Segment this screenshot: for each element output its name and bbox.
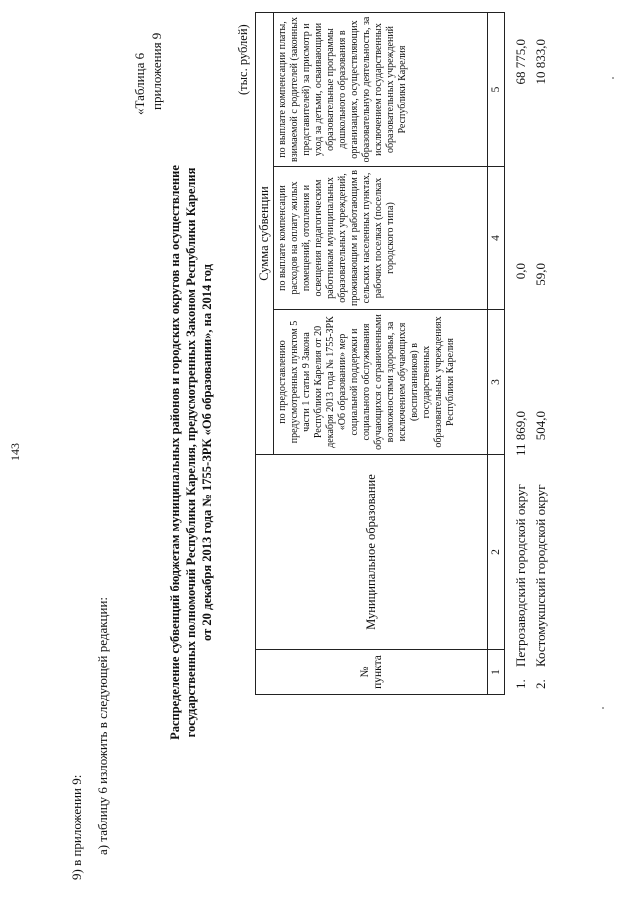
table-label-appendix: приложения 9 [149,32,164,110]
scan-speck [612,77,614,79]
row-col4-value: 59,0 [533,263,548,286]
row-num: 1. [513,679,528,689]
column-number: 3 [488,310,505,455]
page-number: 143 [8,443,22,461]
column-number: 4 [488,167,505,310]
data-rows [511,13,551,695]
header-col3: по предоставлению предусмотренных пунктом 5 части 1 статьи 9 Закона Республики Карелия от 20 декабря 2013 года № 1755-ЗРК «Об образовании» мер социальной поддержки и социального обслуживания обучающихся с ограниченными возможностями здоровья, за исключением обучающихся (воспитанников) в государственных образовательных учреждениях Республики Карелия [274,310,488,455]
title-line-1: Распределение субвенций бюджетам муниципальных районов и городских округов на осуществление [168,165,182,740]
scan-speck [602,707,604,709]
intro-subitem: а) таблицу 6 изложить в следующей редакции: [95,596,110,855]
subsidy-table [255,12,505,695]
header-subsidy-sum: Сумма субвенции [256,13,274,455]
header-municipality: Муниципальное образование [256,455,488,650]
units-label: (тыс. рублей) [236,24,250,95]
column-number: 1 [488,650,505,695]
row-col5-value: 68 775,0 [513,39,528,85]
header-num: № пункта [256,650,488,695]
table-label: «Таблица 6 [132,52,147,115]
title-line-3: от 20 декабря 2013 года № 1755-ЗРК «Об образовании», на 2014 год [200,264,214,641]
title-line-2: государственных полномочий Республики Карелия, предусмотренных Законом Республики Карелия [184,167,198,738]
table-row [531,13,551,695]
row-col3-value: 11 869,0 [513,411,528,457]
row-col4-value: 0,0 [513,263,528,280]
table-row [511,13,531,695]
column-number-row [488,13,505,695]
row-num: 2. [533,679,548,689]
column-number: 2 [488,455,505,650]
intro-item: 9) в приложении 9: [69,774,84,880]
row-col5-value: 10 833,0 [533,39,548,85]
row-municipality: Костомукшский городской округ [533,484,548,667]
row-col3-value: 504,0 [533,411,548,441]
header-col4: по выплате компенсации расходов на оплату жилых помещений, отопления и освещения педагогическим работникам муниципальных образовательных учреждений, проживающим и работающим в сельских населенных пунктах, рабочих поселках (поселках городского типа) [274,167,488,310]
row-municipality: Петрозаводский городской округ [513,484,528,667]
column-number: 5 [488,13,505,167]
header-col5: по выплате компенсации платы, взимаемой с родителей (законных представителей) за присмотр и уход за детьми, осваивающими образовательные программы дошкольного образования в организациях, осуществляющих образовательную деятельность, за исключением государственных образовательных учреждений Республики Карелия [274,13,488,167]
